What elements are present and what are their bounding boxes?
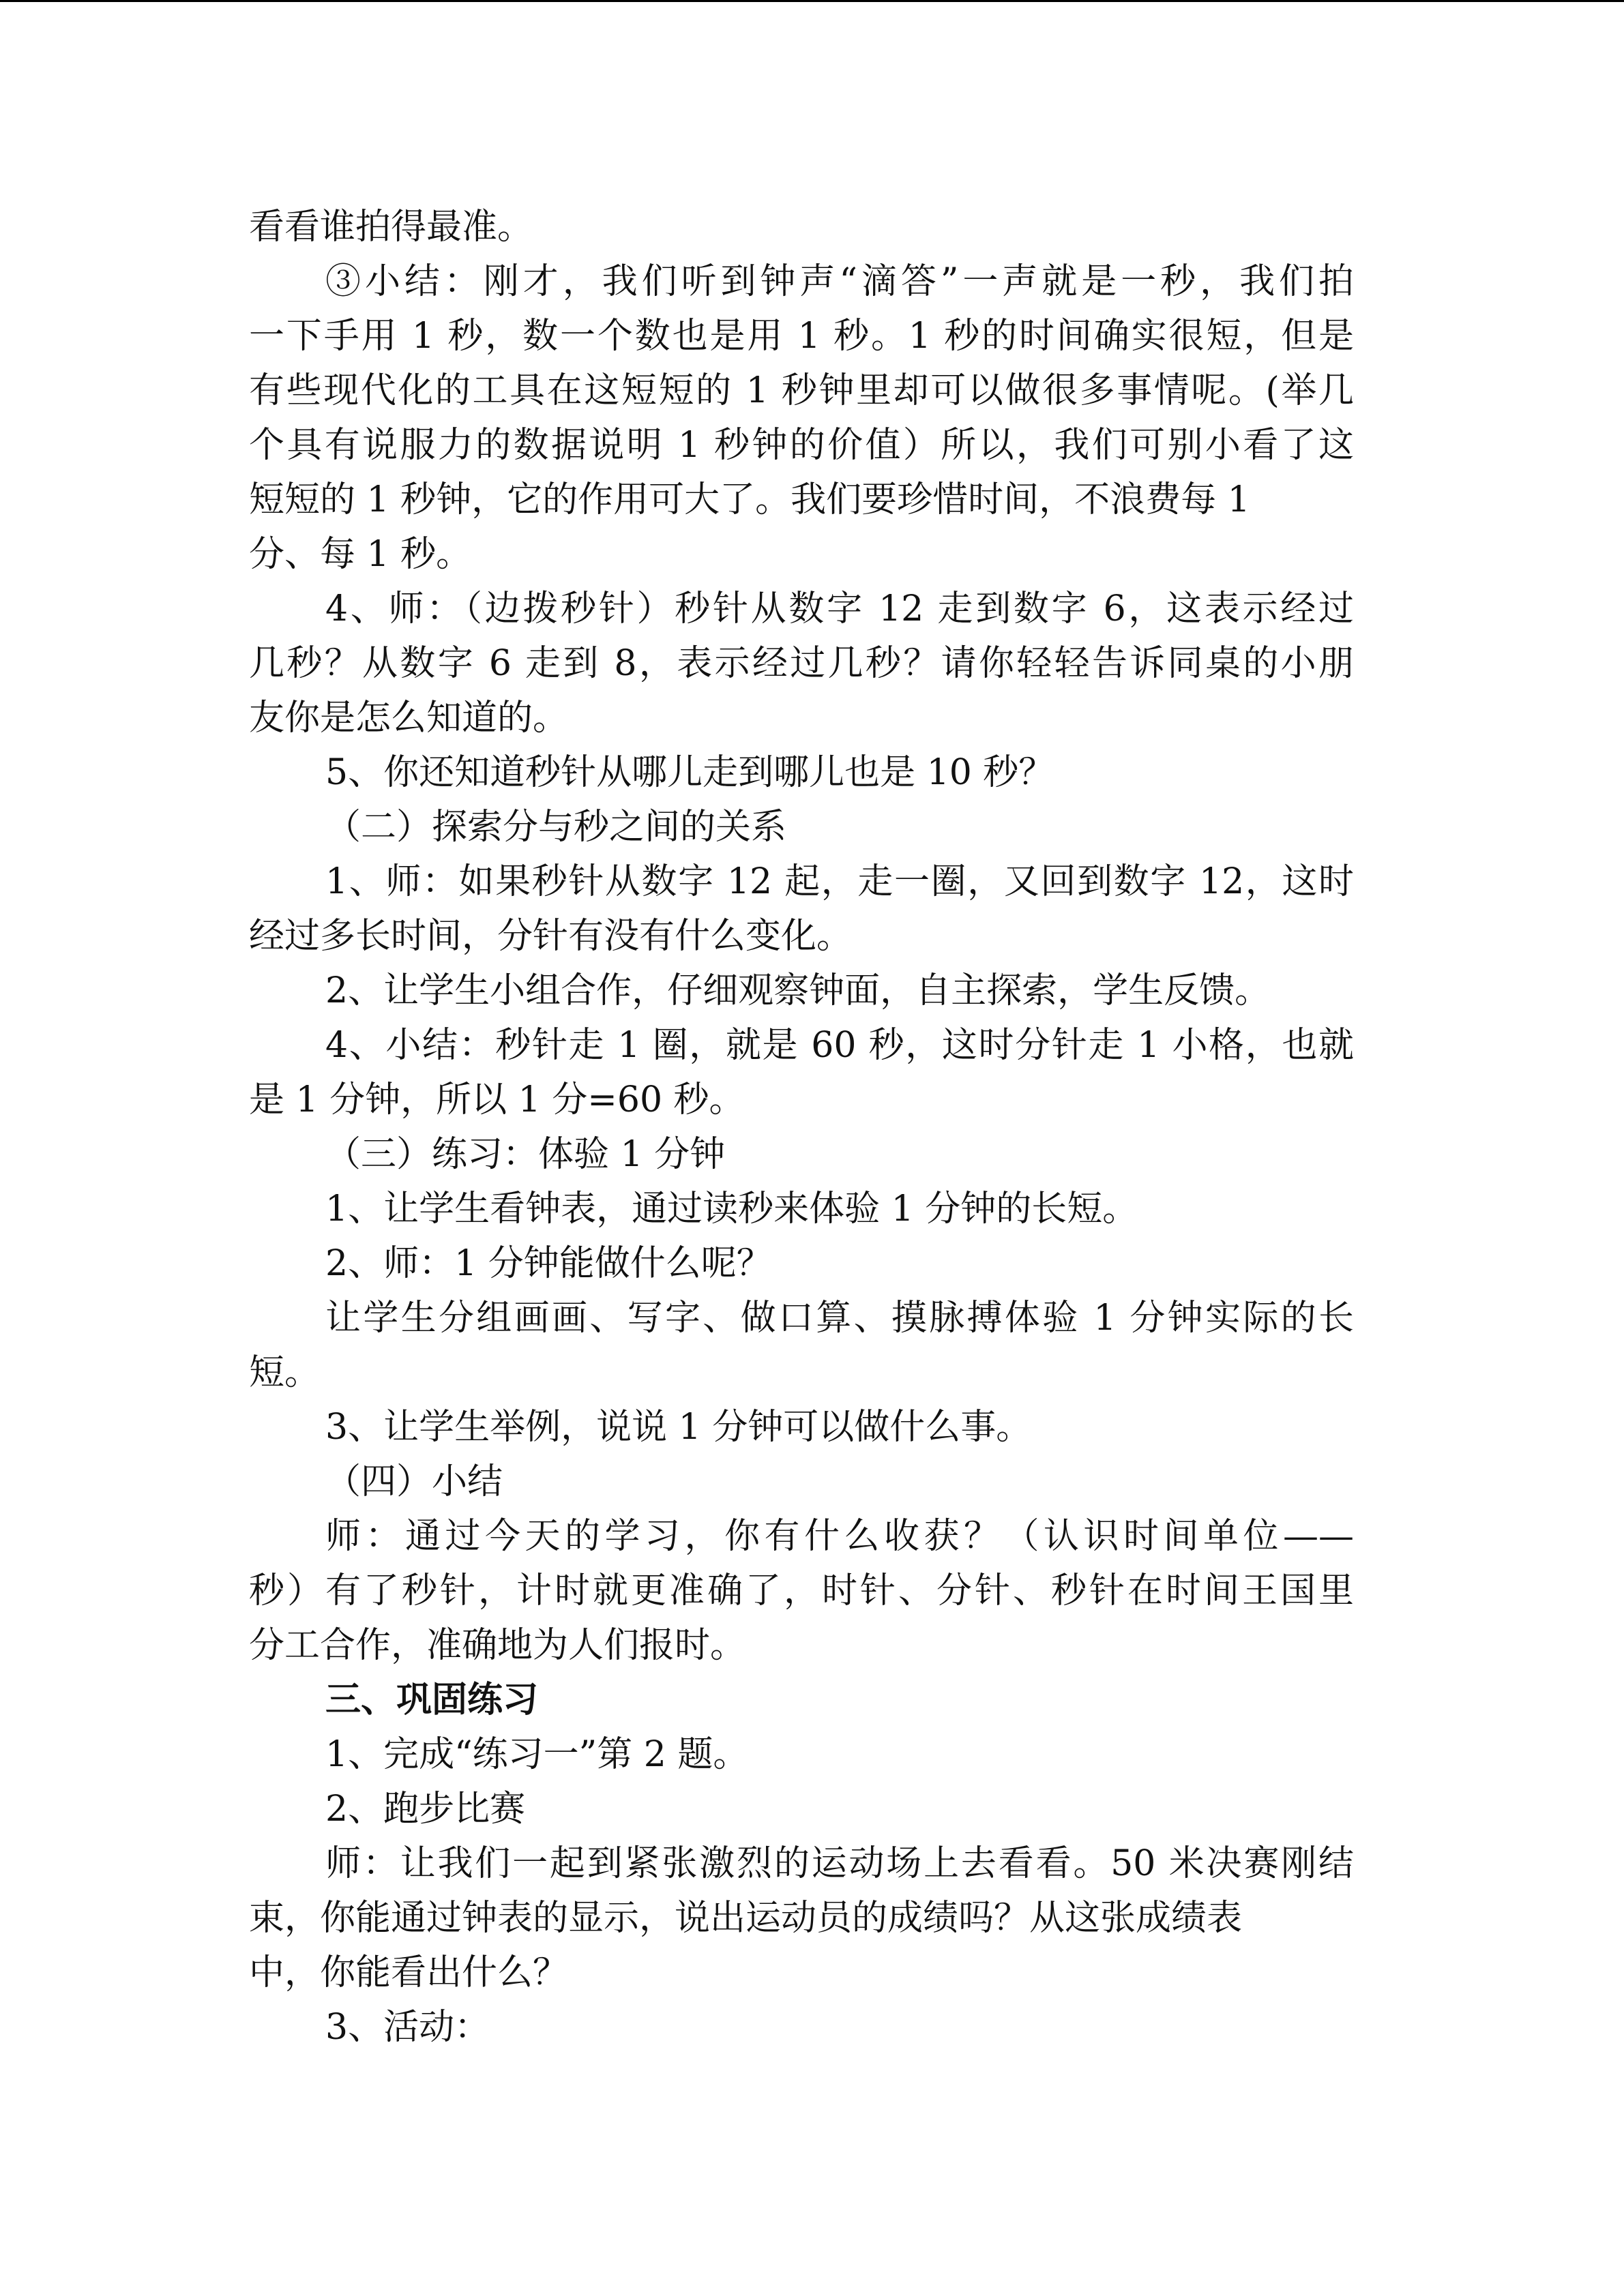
paragraph (249, 1727, 1354, 1782)
text-line: 1、师：如果秒针从数字 12 起，走一圈，又回到数字 12，这时 (325, 861, 1354, 902)
text-line: 2、师：1 分钟能做什么呢？ (325, 1243, 772, 1284)
text-line: 2、让学生小组合作，仔细观察钟面，自主探索，学生反馈。 (325, 970, 1271, 1011)
text-line: 4、师：（边拨秒针）秒针从数字 12 走到数字 6，这表示经过 (325, 588, 1354, 629)
text-line: 短。 (249, 1352, 321, 1393)
text-line: 看看谁拍得最准。 (249, 207, 533, 248)
paragraph (249, 964, 1354, 1018)
paragraph (249, 1018, 1354, 1127)
paragraph (249, 1509, 1354, 1673)
paragraph (249, 1291, 1354, 1400)
text-line: 分工合作，准确地为人们报时。 (249, 1625, 746, 1666)
text-line: 有些现代化的工具在这短短的 1 秒钟里却可以做很多事情呢。(举几 (249, 370, 1354, 411)
subsection-heading: （二）探索分与秒之间的关系 (325, 807, 787, 848)
paragraph (249, 745, 1354, 800)
paragraph (249, 200, 1354, 254)
text-line: ③小结：刚才，我们听到钟声“滴答”一声就是一秒，我们拍 (325, 261, 1354, 302)
text-line: 2、跑步比赛 (325, 1789, 526, 1830)
paragraph (249, 1782, 1354, 1836)
paragraph (249, 582, 1354, 745)
paragraph (249, 1400, 1354, 1455)
text-line: 秒）有了秒针，计时就更准确了，时针、分针、秒针在时间王国里 (249, 1570, 1354, 1611)
text-line: 一下手用 1 秒，数一个数也是用 1 秒。1 秒的时间确实很短，但是 (249, 316, 1354, 357)
text-line: 是 1 分钟，所以 1 分=60 秒。 (249, 1079, 745, 1120)
paragraph (249, 254, 1354, 582)
text-line: 让学生分组画画、写字、做口算、摸脉搏体验 1 分钟实际的长 (325, 1298, 1354, 1339)
paragraph (249, 1236, 1354, 1291)
text-line: 个具有说服力的数据说明 1 秒钟的价值）所以，我们可别小看了这 (249, 425, 1354, 466)
paragraph (249, 1182, 1354, 1236)
paragraph (249, 800, 1354, 854)
text-line: 经过多长时间，分针有没有什么变化。 (249, 916, 853, 957)
paragraph (249, 1455, 1354, 1509)
paragraph (249, 854, 1354, 964)
text-line: 束，你能通过钟表的显示，说出运动员的成绩吗？从这张成绩表 (249, 1898, 1243, 1939)
subsection-heading: （三）练习：体验 1 分钟 (325, 1134, 726, 1175)
subsection-heading: （四）小结 (325, 1461, 503, 1502)
text-line: 3、让学生举例，说说 1 分钟可以做什么事。 (325, 1407, 1032, 1448)
paragraph (249, 2000, 1354, 2055)
text-line: 3、活动： (325, 2007, 490, 2048)
text-line: 4、小结：秒针走 1 圈，就是 60 秒，这时分针走 1 小格，也就 (325, 1025, 1354, 1066)
text-line: 师：通过今天的学习，你有什么收获？（认识时间单位—— (325, 1516, 1354, 1557)
paragraph (249, 1836, 1354, 2000)
page-top-rule (0, 0, 1624, 2)
document-body (249, 200, 1354, 2055)
paragraph (249, 1127, 1354, 1182)
text-line: 1、让学生看钟表，通过读秒来体验 1 分钟的长短。 (325, 1189, 1138, 1229)
text-line: 中，你能看出什么？ (249, 1952, 569, 1993)
text-line: 1、完成“练习一”第 2 题。 (325, 1734, 749, 1775)
text-line: 短短的 1 秒钟，它的作用可大了。我们要珍惜时间，不浪费每 1 (249, 479, 1250, 520)
text-line: 5、你还知道秒针从哪儿走到哪儿也是 10 秒？ (325, 752, 1054, 793)
text-line: 友你是怎么知道的。 (249, 698, 569, 739)
paragraph (249, 1673, 1354, 1727)
text-line: 师：让我们一起到紧张激烈的运动场上去看看。50 米决赛刚结 (325, 1843, 1354, 1884)
text-line: 几秒？从数字 6 走到 8，表示经过几秒？请你轻轻告诉同桌的小朋 (249, 643, 1354, 684)
section-heading: 三、巩固练习 (325, 1679, 539, 1720)
text-line: 分、每 1 秒。 (249, 534, 472, 575)
